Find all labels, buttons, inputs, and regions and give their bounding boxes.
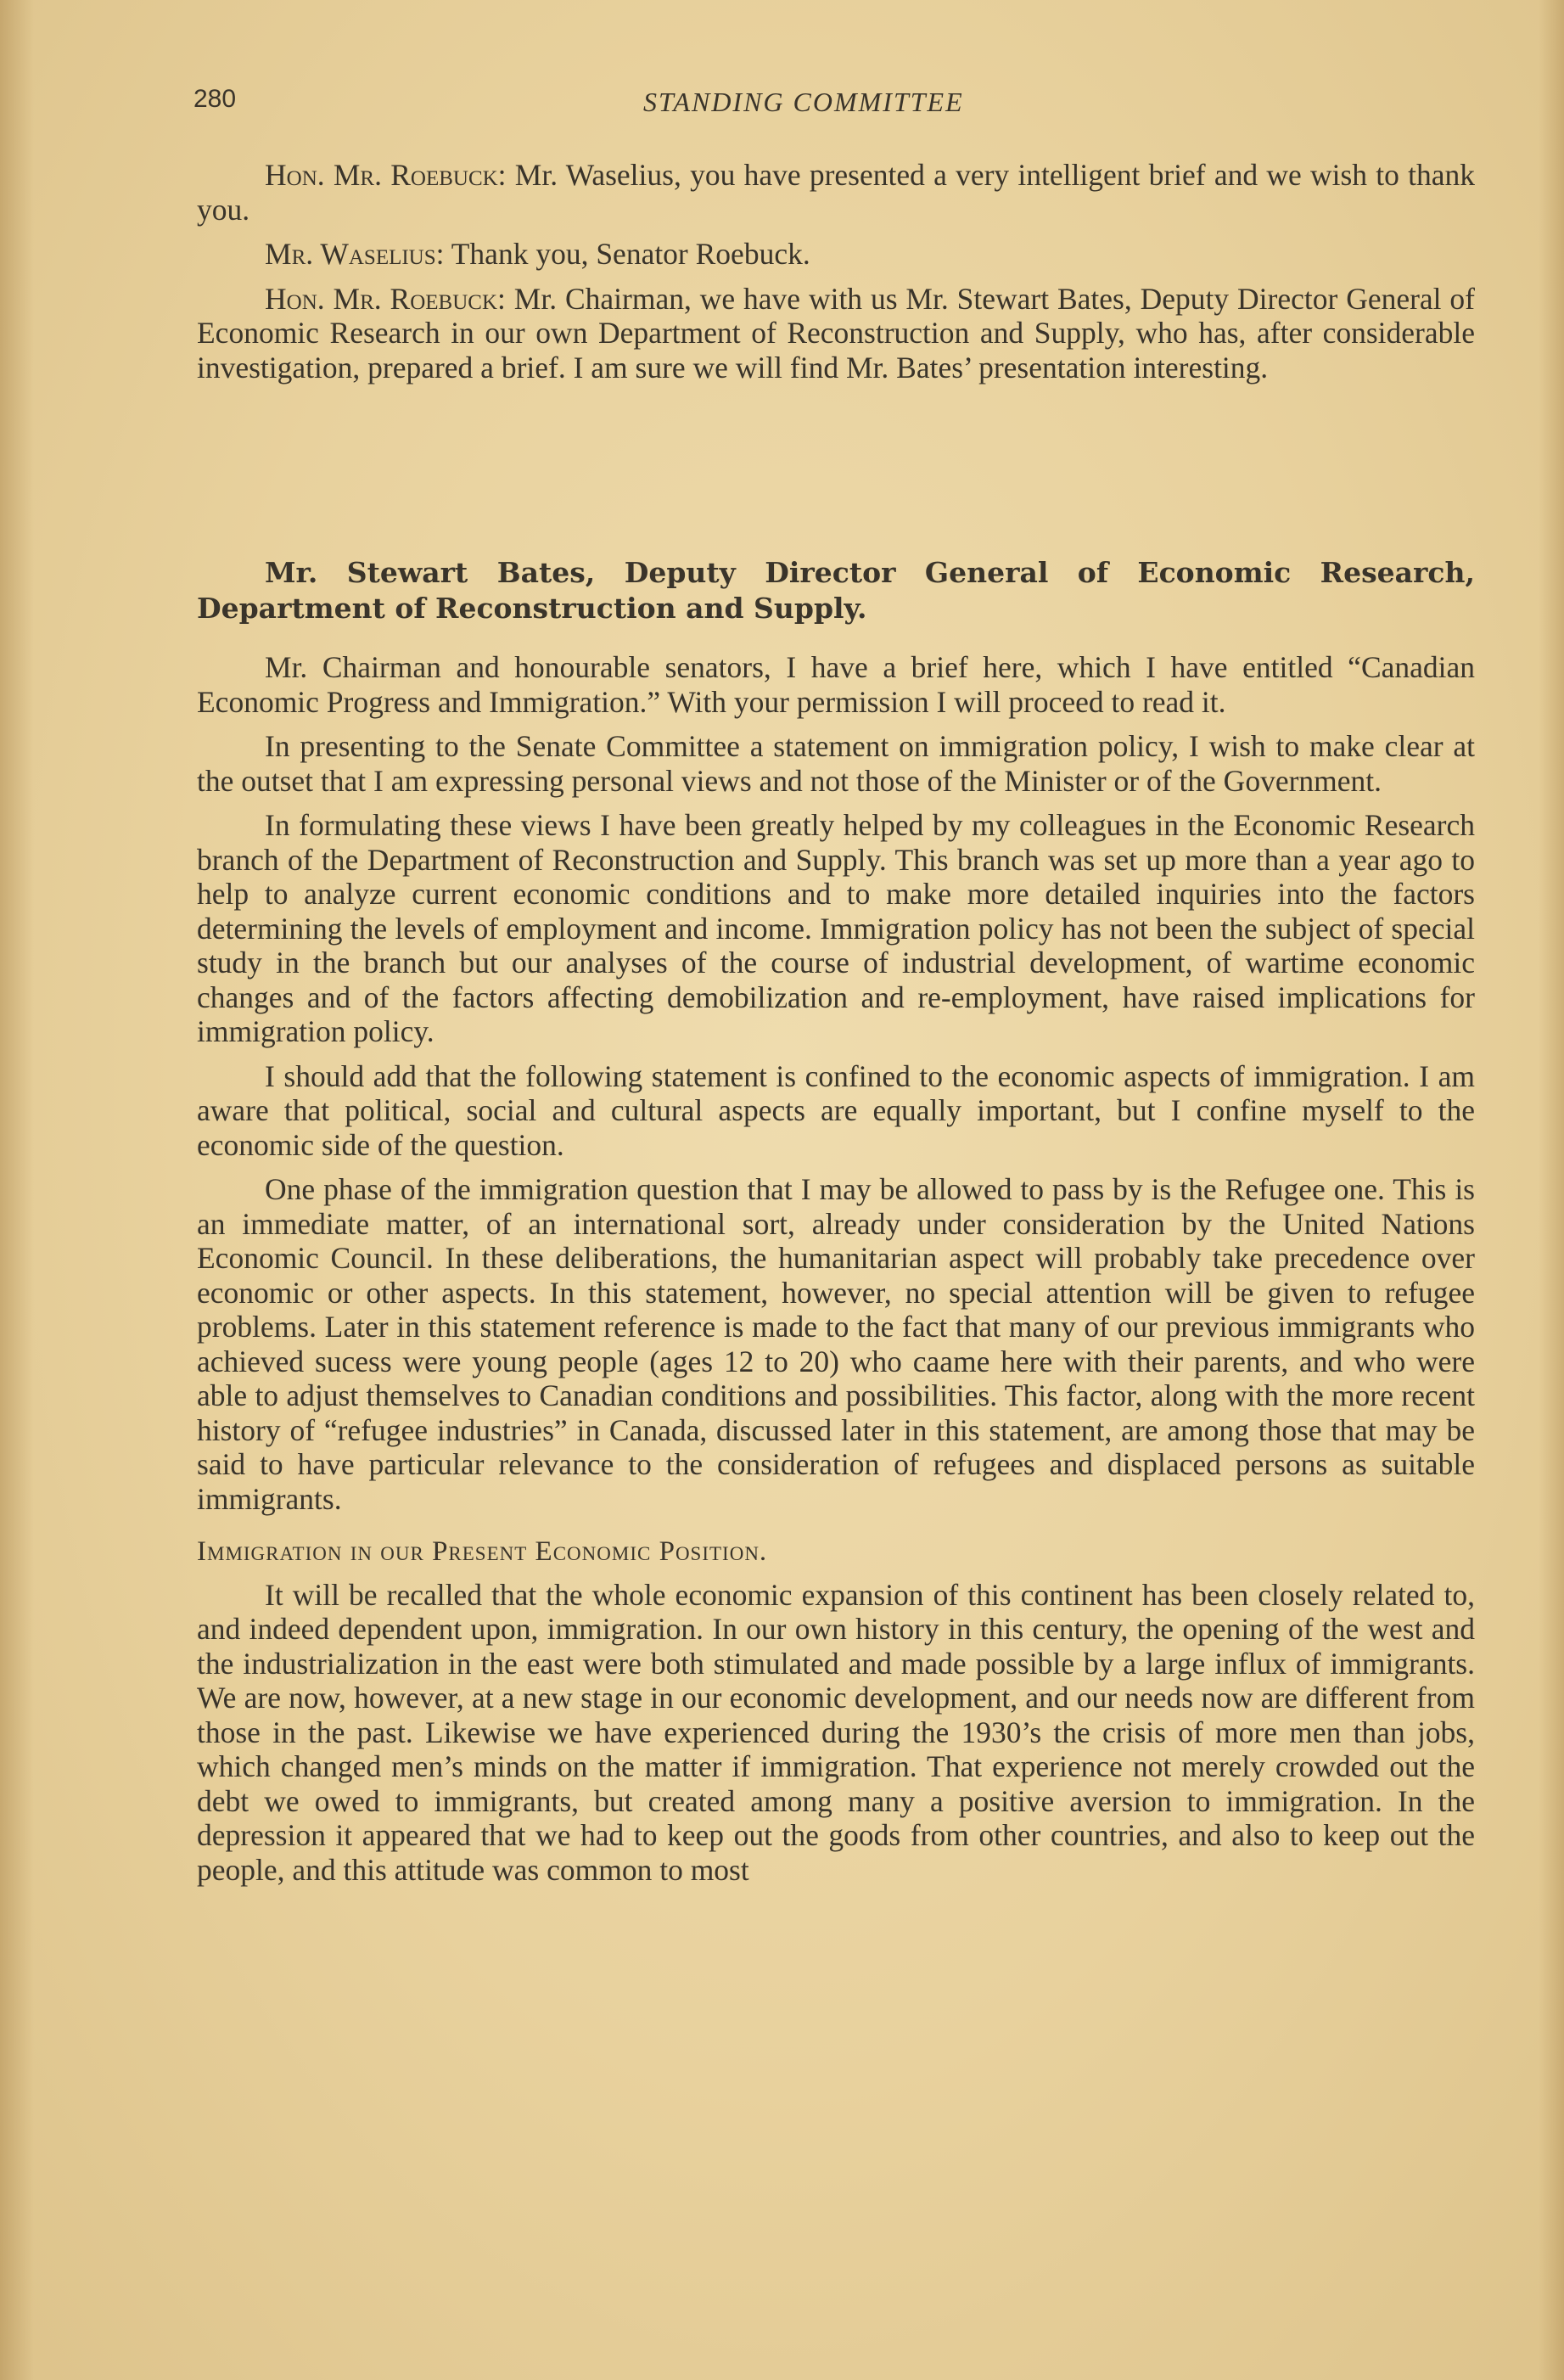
speaker-name: Mr. Waselius: [265,237,445,271]
body-paragraph: One phase of the immigration question that I may be allowed to pass by is the Refugee one. This is an immediate matter, of an international sort, already under consideration by the United Nations Economic Council. In these deliberations, the humanitarian aspect will probably take precedence over economic or other aspects. In this statement, however, no special attention will be given to refugee problems. Later in this statement reference is made to the fact that many of our previous immigrants who achieved sucess were young people (ages 12 to 20) who caame here with their parents, and who were able to adjust themselves to Canadian conditions and possibilities. This factor, along with the more recent history of “refugee industries” in Canada, discussed later in this statement, are among those that may be said to have particular relevance to the consideration of refugees and displaced persons as suitable immigrants. [197,1172,1475,1516]
page-edge-shadow-right [1539,0,1564,2380]
page-edge-shadow-left [0,0,34,2380]
dialogue-line [197,282,1475,385]
speaker-name: Hon. Mr. Roebuck: [265,158,507,192]
body-paragraph: In presenting to the Senate Committee a statement on immigration policy, I wish to make clear at the outset that I am expressing personal views and not those of the Minister or of the Government. [197,729,1475,798]
speech-text: Thank you, Senator Roebuck. [444,237,810,271]
section-heading: Immigration in our Present Economic Position. [197,1536,768,1567]
running-head: STANDING COMMITTEE [643,87,964,117]
speaker-name: Hon. Mr. Roebuck: [265,281,506,316]
dialogue-block [197,158,1475,395]
body-paragraph: In formulating these views I have been greatly helped by my colleagues in the Economic Research branch of the Department of Reconstruction and Supply. This branch was set up more than a year ago to help to analyze current economic conditions and to make more detailed inquiries into the factors determining the levels of employment and income. Immigration policy has not been the subject of special study in the branch but our analyses of the course of industrial development, of wartime economic changes and of the factors affecting demobilization and re-employment, have raised implications for immigration policy. [197,808,1475,1048]
brief-block [197,555,1475,1897]
page-number: 280 [193,85,237,113]
page-header [193,85,1483,127]
speech-text: Mr. Chairman, we have with us Mr. Stewart Bates, Deputy Director General of Economic Research in our own Department of Reconstruction and Supply, who has, after considerable investigation, prepared a brief. I am sure we will find Mr. Bates’ presentation interesting. [197,281,1476,385]
dialogue-line [197,237,1475,272]
body-paragraph: Mr. Chairman and honourable senators, I have a brief here, which I have entitled “Canadian Economic Progress and Immigration.” With your permission I will proceed to read it. [197,650,1475,719]
body-paragraph: It will be recalled that the whole economic expansion of this continent has been closely related to, and indeed dependent upon, immigration. In our own history in this century, the opening of the west and the industrialization in the east were both stimulated and made possible by a large influx of immigrants. We are now, however, at a new stage in our economic development, and our needs now are different from those in the past. Likewise we have experienced during the 1930’s the crisis of more men than jobs, which changed men’s minds on the matter if immigration. That experience not merely crowded out the debt we owed to immigrants, but created among many a positive aversion to immigration. In the depression it appeared that we had to keep out the goods from other countries, and also to keep out the people, and this attitude was common to most [197,1577,1475,1887]
witness-heading: Mr. Stewart Bates, Deputy Director General of Economic Research, Department of Reconstruction and Supply. [197,556,1475,625]
speech-text: Mr. Waselius, you have presented a very intelligent brief and we wish to thank you. [197,158,1476,227]
body-paragraph: I should add that the following statement is confined to the economic aspects of immigration. I am aware that political, social and cultural aspects are equally important, but I confine myself to the economic side of the question. [197,1058,1475,1162]
dialogue-line [197,158,1475,227]
